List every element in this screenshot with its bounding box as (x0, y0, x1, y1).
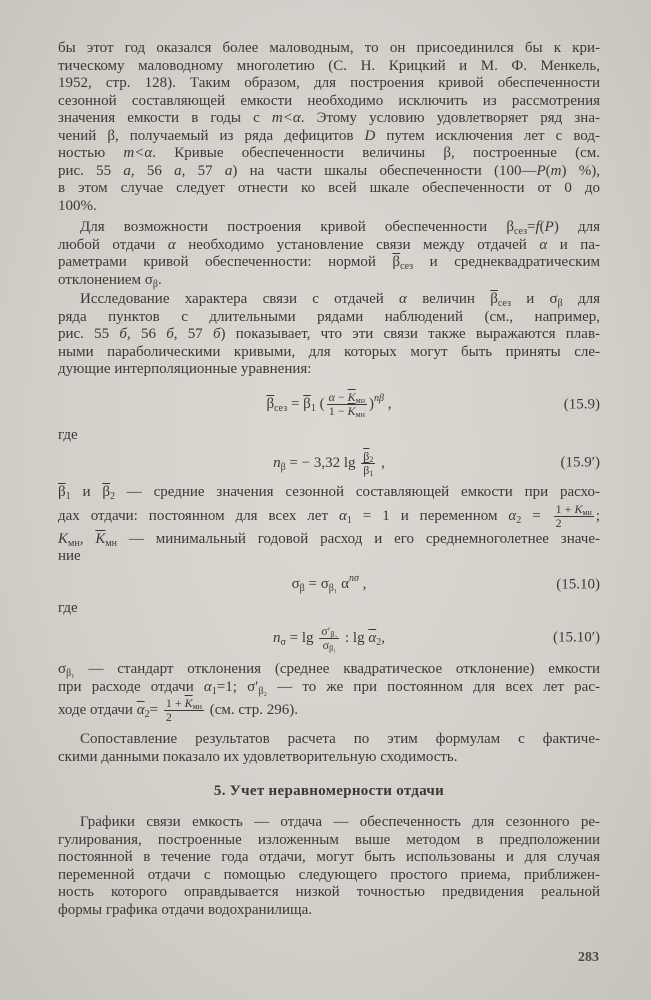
text-run: Графики связи емкость — отдача — обеспеченность для сезонного ре- (80, 814, 600, 830)
text-run: переменной отдачи с помощью следующего простого приема, приближен- (58, 866, 600, 883)
text-line (58, 696, 600, 725)
math-symbol: б (166, 326, 174, 342)
text-run: и среднеквадратическим (413, 254, 600, 270)
subscript: β (299, 582, 305, 594)
text-run: значения емкости в годы с (58, 110, 272, 126)
text-run: , (377, 454, 385, 471)
formula (291, 572, 367, 594)
text-run: ние (58, 548, 81, 564)
text-run: — то же при постоянном для всех лет рас- (267, 678, 600, 695)
equation-15-10 (58, 572, 600, 598)
text-run: , (384, 395, 392, 412)
subscript: 2 (109, 491, 115, 502)
text-run: 100%. (58, 197, 97, 214)
text-run: и (70, 484, 103, 500)
text-line (58, 361, 600, 379)
equation-number: (15.10) (556, 575, 600, 592)
text-run: чений β, получаемый из ряда дефицитов (58, 127, 365, 144)
text-line (58, 502, 600, 531)
fraction (327, 391, 367, 418)
text-run: , (381, 629, 385, 646)
math-symbol: P (544, 219, 554, 235)
text-run: ностью (58, 145, 124, 161)
math-symbol: а (123, 162, 131, 179)
text-run: , 56 (130, 162, 175, 179)
text-run: и σ (510, 291, 558, 307)
overlined-symbol: $\overline{\beta}$ (363, 462, 370, 477)
subscript: β₂ (330, 629, 338, 639)
where-label-2 (58, 600, 600, 618)
numerator (361, 450, 375, 464)
text-line (58, 679, 600, 697)
text-run: ходе отдачи (58, 701, 137, 718)
text-run: , 56 (126, 326, 167, 342)
text-run: ряда пунктов с длительными рядами наблюдений (см., например, (58, 308, 600, 325)
equation-15-9-prime (58, 446, 600, 480)
text-line (58, 326, 600, 344)
denominator (319, 639, 339, 652)
text-line (58, 75, 600, 93)
text-line (58, 832, 600, 850)
text-run: . (157, 271, 162, 288)
subscript: сез (497, 298, 511, 309)
text-run: σ (322, 637, 330, 652)
text-line (58, 600, 600, 618)
text-line (58, 145, 600, 163)
subscript: β (280, 461, 286, 473)
math-symbol: а (224, 162, 233, 179)
subscript: β (152, 278, 158, 290)
text-line (58, 661, 600, 679)
text-line (58, 272, 600, 290)
text-run: ( (315, 395, 325, 412)
math-symbol: m<α (271, 110, 301, 126)
math-symbol: α (338, 507, 347, 524)
equation-number: (15.10′) (552, 629, 600, 646)
numerator (319, 625, 339, 639)
overlined-symbol: $\overline{\beta}$ (266, 395, 275, 412)
text-run: дующие интерполяционные уравнения: (58, 361, 312, 377)
math-symbol: а (174, 162, 182, 179)
text-run: = lg (285, 629, 318, 646)
text-run: . Кривые обеспеченности величины β, построенные (см. (152, 145, 600, 161)
overlined-symbol: $\overline{K}$ (347, 404, 356, 418)
text-run: и па- (547, 236, 600, 253)
subscript: β₁ (66, 668, 75, 679)
text-run: необходимо установление связи между отдачей (175, 236, 540, 253)
text-line (58, 309, 600, 327)
text-run: бы этот год оказался более маловодным, то он присоединился бы к кри- (58, 40, 600, 56)
subscript: сез (400, 261, 414, 272)
text-run: 1 + (165, 696, 185, 710)
paragraph-3 (58, 291, 600, 379)
subscript: 1 (346, 514, 352, 526)
text-run: Исследование характера связи с отдачей (80, 291, 400, 307)
text-run: σ (291, 575, 300, 592)
text-run: ными параболическими кривыми, для которых могут быть приняты сле- (58, 343, 600, 360)
text-run: при расходе отдачи (58, 678, 204, 695)
subscript: мн (355, 396, 366, 405)
text-line (58, 849, 600, 867)
text-run: , 57 (181, 162, 225, 179)
text-run: Для возможности построения кривой обеспеченности β (80, 219, 514, 235)
subscript: сез (513, 226, 528, 237)
text-run: ) на части шкалы обеспеченности (100— (232, 162, 537, 179)
subscript: 2 (369, 454, 374, 464)
math-symbol: α (203, 678, 212, 695)
text-line (58, 93, 600, 111)
overlined-symbol: $\overline{\beta}$ (102, 484, 110, 500)
fraction (361, 450, 375, 477)
subscript: σ (280, 636, 286, 648)
text-run: = − 3,32 lg (285, 454, 360, 471)
denominator (361, 464, 375, 477)
text-line (58, 749, 600, 767)
denominator (327, 405, 367, 418)
text-run: , 57 (173, 326, 213, 342)
subscript: сез (274, 402, 288, 414)
text-run: , (358, 575, 367, 592)
math-symbol: α (167, 236, 176, 253)
equation-number: (15.9) (563, 395, 600, 412)
subscript: 1 (65, 491, 71, 502)
denominator (554, 517, 594, 530)
text-line (58, 344, 600, 362)
text-run: = σ (304, 575, 329, 592)
text-run: ) (369, 395, 375, 412)
math-symbol: α (328, 390, 335, 404)
text-run: (см. стр. 296). (205, 701, 298, 718)
subscript: β₂ (258, 685, 268, 697)
text-run: — средние значения сезонной составляющей емкости при расхо- (114, 484, 600, 500)
text-run: ) для (553, 219, 600, 235)
text-run: раметрами кривой обеспеченности: нормой (58, 254, 393, 270)
subscript: мн (355, 410, 365, 419)
denominator (164, 711, 204, 724)
text-run: — минимальный годовой расход и его среднемноголетнее значе- (117, 530, 600, 547)
subscript: β₁ (329, 643, 336, 653)
math-symbol: α (399, 291, 407, 307)
math-symbol: P (536, 162, 546, 179)
text-run: α (337, 575, 349, 592)
text-line (58, 180, 600, 198)
superscript: nσ (348, 572, 359, 584)
text-run: : lg (341, 629, 369, 646)
text-run: 1 + (555, 501, 575, 516)
section-heading: 5. Учет неравномерности отдачи (213, 783, 445, 799)
text-run: , (79, 530, 96, 547)
text-run: путем исключения лет с вод- (375, 127, 600, 144)
text-line (58, 291, 600, 309)
text-run: для (562, 291, 600, 307)
text-run: σ (58, 661, 67, 677)
text-run: формы графика отдачи водохранилища. (58, 901, 312, 918)
math-symbol: α (508, 507, 517, 524)
formula (273, 449, 385, 478)
subscript: β (557, 298, 563, 309)
overlined-symbol: $\overline{\beta}$ (490, 291, 498, 307)
numerator (327, 391, 367, 405)
equation-15-10-prime (58, 619, 600, 657)
paragraph-1 (58, 40, 600, 215)
subscript: мн (582, 507, 592, 517)
equation-15-9 (58, 387, 600, 423)
subscript: мн (68, 537, 80, 549)
text-line (58, 163, 600, 181)
overlined-symbol: $\overline{K}$ (95, 530, 106, 547)
math-symbol: m<α (123, 145, 153, 161)
text-run: 2 (165, 710, 172, 724)
text-run: величин (406, 291, 491, 307)
text-run: =1; σ′ (216, 678, 259, 695)
text-run: 1 − (328, 404, 348, 418)
text-run: ( (545, 162, 551, 179)
text-line (58, 198, 600, 216)
subscript: 2 (144, 708, 150, 720)
text-run: ( (539, 219, 545, 235)
text-line (58, 531, 600, 549)
math-symbol: K (58, 530, 69, 547)
subscript: 1 (310, 402, 316, 414)
math-symbol: m (550, 162, 562, 179)
math-symbol: б (212, 326, 221, 342)
where-label-1 (58, 427, 600, 445)
subscript: мн (105, 537, 118, 549)
text-line (58, 219, 600, 237)
text-run: сезонной составляющей емкости необходимо исключить из рассмотрения (58, 92, 600, 109)
paragraph-2 (58, 219, 600, 289)
math-symbol: n (273, 454, 281, 471)
text-run: скими данными показало их удовлетворительную сходимость. (58, 748, 458, 765)
text-run: ; (595, 507, 600, 524)
subscript: мн (192, 702, 202, 711)
text-run: ность которого оправдывается низкой точностью предвидения реальной (58, 884, 600, 900)
overlined-symbol: $\overline{\alpha}$ (368, 629, 377, 646)
text-run: в этом случае следует отнести ко всей шкале обеспеченности от 0 до (58, 180, 600, 196)
text-line (58, 884, 600, 902)
text-line (58, 902, 600, 920)
formula (266, 390, 391, 419)
page-number: 283 (578, 950, 599, 965)
text-line (58, 731, 600, 749)
page-body (58, 40, 600, 919)
math-symbol: f (535, 219, 540, 235)
text-line (58, 548, 600, 566)
text-run: где (58, 599, 78, 616)
text-run: рис. 55 (58, 162, 124, 179)
fraction (164, 697, 204, 724)
subscript: 2 (376, 636, 382, 648)
math-symbol: D (364, 127, 376, 144)
formula (273, 624, 385, 653)
text-run: дах отдачи: постоянном для всех лет (58, 507, 339, 524)
text-run: гулирования, построенные изложенным выше методом в предположении (58, 831, 600, 848)
superscript: nβ (374, 392, 384, 404)
overlined-symbol: $\overline{\alpha}$ (136, 701, 145, 718)
fraction (319, 625, 339, 652)
text-run: ) показывает, что эти связи также выражаются плав- (220, 326, 601, 342)
text-run: = (287, 395, 304, 412)
text-line (58, 128, 600, 146)
text-line (58, 110, 600, 128)
definitions-1 (58, 484, 600, 566)
text-run: отклонением σ (58, 271, 153, 288)
definitions-2 (58, 661, 600, 725)
subscript: 2 (516, 514, 522, 526)
text-run: . Этому условию удовлетворяет ряд зна- (300, 110, 600, 126)
text-run: любой отдачи (58, 236, 168, 253)
text-line (58, 867, 600, 885)
text-line (58, 427, 600, 445)
text-line (58, 254, 600, 272)
text-run: = (149, 701, 162, 718)
fraction (554, 503, 594, 530)
text-run: 2 (555, 515, 562, 530)
text-run: = (527, 219, 536, 235)
text-line (58, 237, 600, 255)
math-symbol: б (119, 326, 127, 342)
text-run: где (58, 426, 78, 443)
paragraph-4 (58, 731, 600, 766)
math-symbol: K (574, 501, 583, 516)
text-run: тическому маловодному многолетию (С. Н. Крицкий и М. Ф. Менкель, (58, 57, 600, 74)
overlined-symbol: $\overline{K}$ (184, 696, 193, 710)
text-run: σ′ (321, 623, 331, 638)
text-run: — стандарт отклонения (среднее квадратическое отклонение) емкости (74, 661, 600, 677)
math-symbol: n (273, 629, 281, 646)
overlined-symbol: $\overline{\beta}$ (303, 395, 311, 412)
overlined-symbol: $\overline{\beta}$ (363, 448, 370, 463)
text-line (58, 40, 600, 58)
text-run: − (334, 390, 348, 404)
text-line (58, 814, 600, 832)
text-line (58, 484, 600, 502)
math-symbol: α (539, 236, 548, 253)
text-run: 1952, стр. 128). Таким образом, для построения кривой обеспеченности (58, 75, 600, 91)
subscript: β₁ (328, 582, 338, 594)
paragraph-5 (58, 814, 600, 919)
subscript: 1 (211, 685, 217, 697)
text-run: ) %), (561, 162, 600, 179)
text-run: = (521, 507, 552, 524)
text-run: постоянной в течение года отдачи, могут быть использованы и для случая (58, 849, 600, 865)
overlined-symbol: $\overline{\beta}$ (58, 484, 66, 500)
numerator (164, 697, 204, 711)
text-line (58, 58, 600, 76)
overlined-symbol: $\overline{\beta}$ (392, 254, 401, 270)
equation-number: (15.9′) (560, 454, 600, 471)
overlined-symbol: $\overline{K}$ (347, 390, 356, 404)
numerator (554, 503, 594, 517)
subscript: 1 (369, 468, 374, 478)
text-run: рис. 55 (58, 326, 120, 342)
text-run: Сопоставление результатов расчета по этим формулам с фактиче- (80, 731, 600, 747)
text-run: = 1 и переменном (351, 507, 509, 524)
